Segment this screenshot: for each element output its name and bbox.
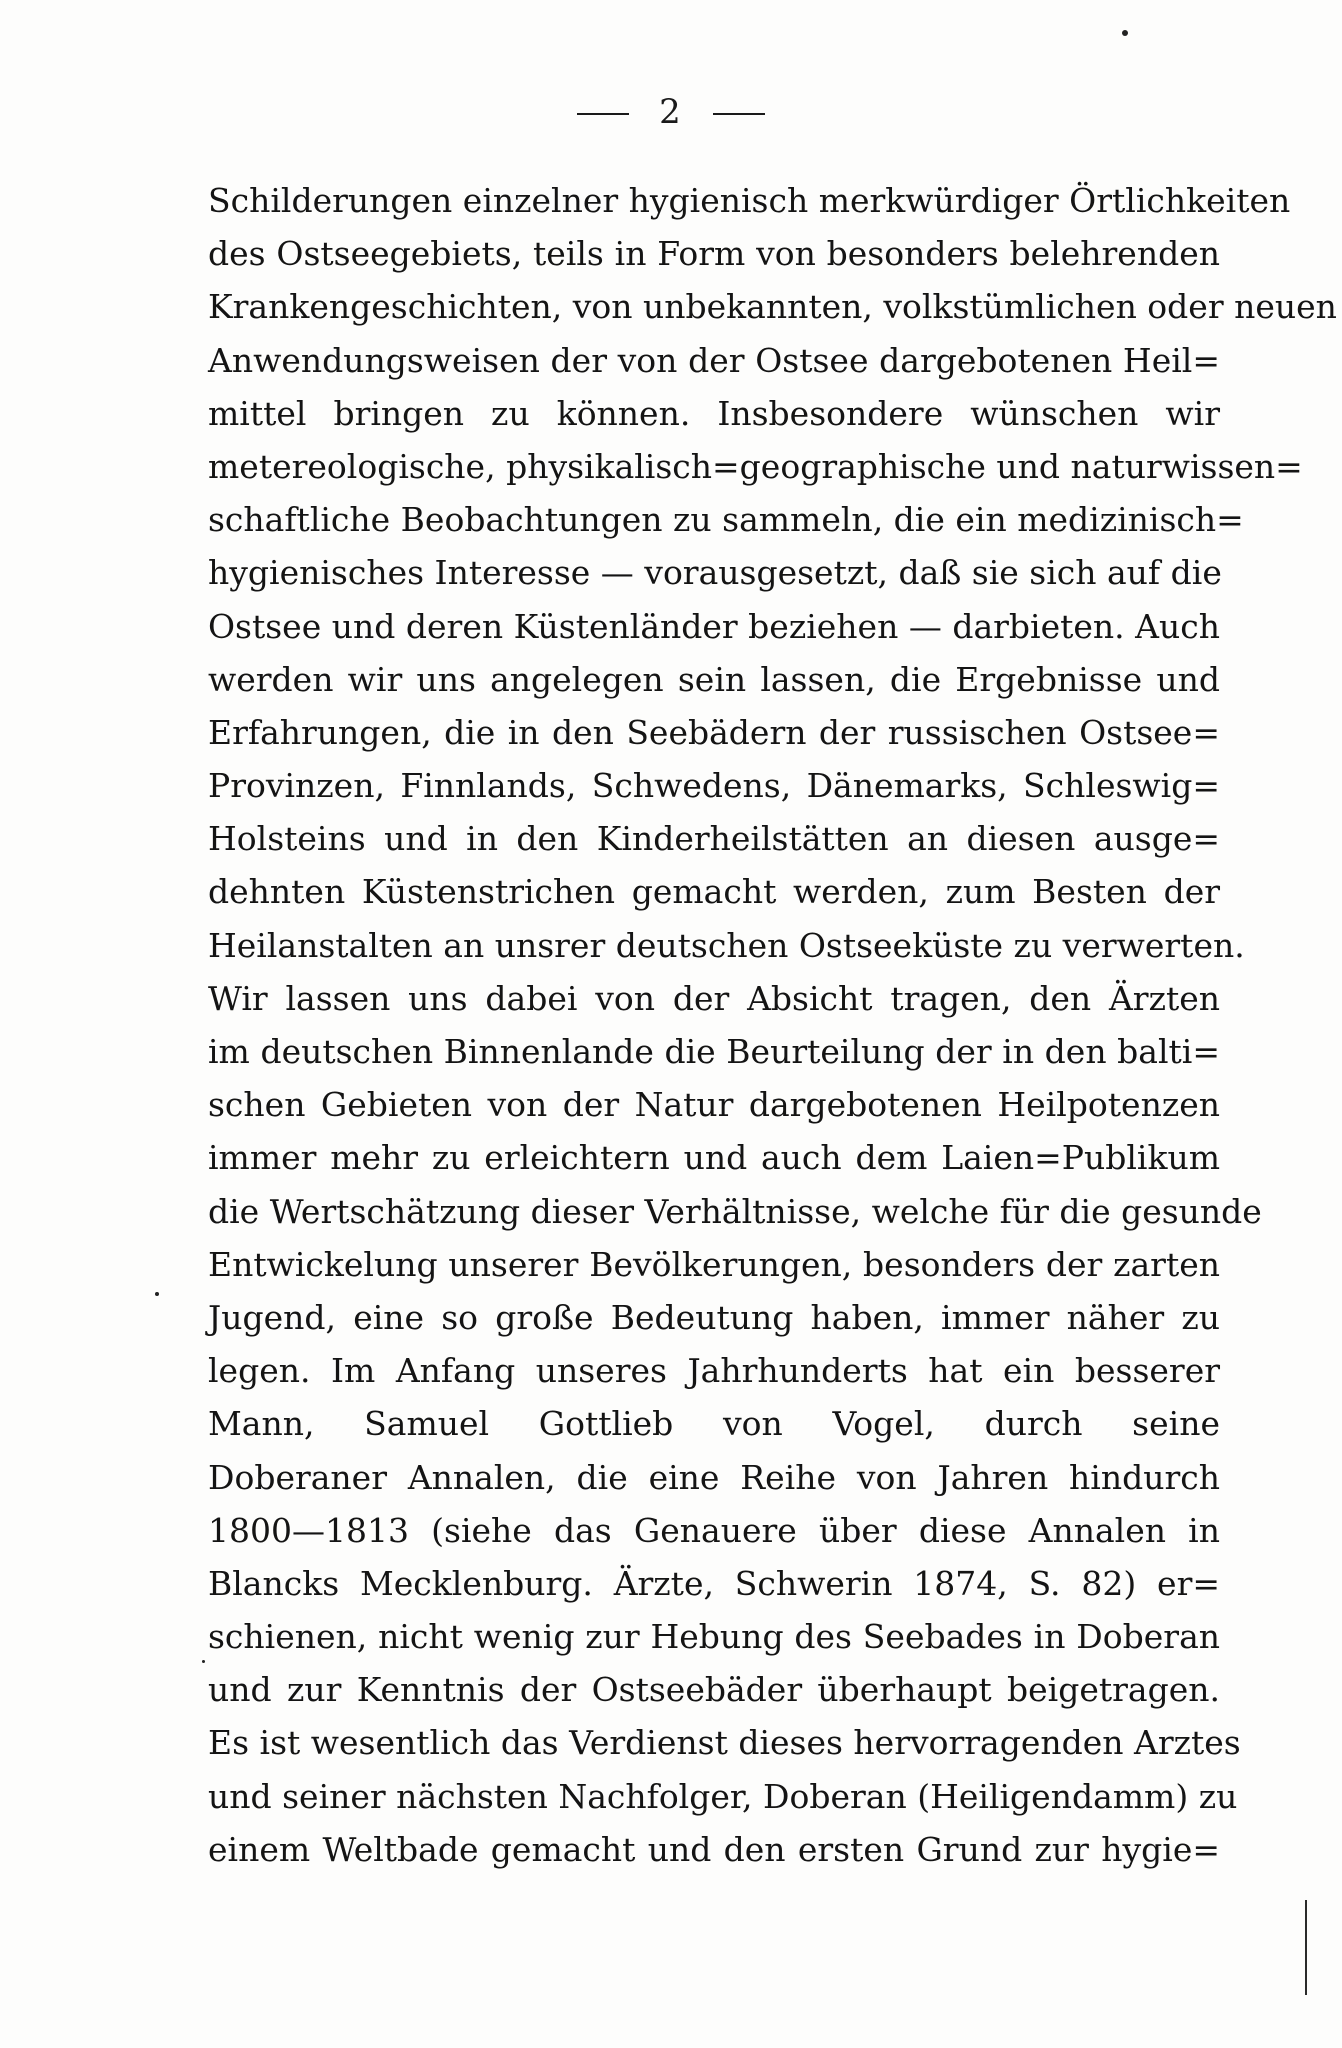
scan-edge-mark [1305, 1900, 1307, 1995]
text-line: die Wertschätzung dieser Verhältnisse, welche für die gesunde [208, 1191, 1262, 1231]
text-line: des Ostseegebiets, teils in Form von besonders belehrenden [208, 234, 1220, 274]
right-dash [713, 113, 765, 115]
text-line: Jugend, eine so große Bedeutung haben, immer näher zu [208, 1297, 1220, 1337]
text-line: Ostsee und deren Küstenländer beziehen — darbieten. Auch [208, 606, 1220, 646]
text-line: werden wir uns angelegen sein lassen, die Ergebnisse und [208, 659, 1220, 699]
text-line: Doberaner Annalen, die eine Reihe von Jahren hindurch [208, 1457, 1220, 1497]
text-line: Wir lassen uns dabei von der Absicht tragen, den Ärzten [208, 978, 1220, 1018]
ink-speck [202, 1660, 205, 1663]
text-line: dehnten Küstenstrichen gemacht werden, zum Besten der [208, 872, 1220, 912]
text-line: Anwendungsweisen der von der Ostsee dargebotenen Heil= [208, 340, 1220, 380]
text-line: Erfahrungen, die in den Seebädern der russischen Ostsee= [208, 712, 1220, 752]
text-line: mittel bringen zu können. Insbesondere wünschen wir [208, 393, 1220, 433]
page-number-header [0, 92, 1342, 132]
text-line: und zur Kenntnis der Ostseebäder überhaupt beigetragen. [208, 1670, 1220, 1710]
text-line: immer mehr zu erleichtern und auch dem Laien=Publikum [208, 1138, 1220, 1178]
body-text [208, 174, 1337, 1876]
text-line: schen Gebieten von der Natur dargebotenen Heilpotenzen [208, 1085, 1220, 1125]
text-line: Provinzen, Finnlands, Schwedens, Dänemarks, Schleswig= [208, 766, 1220, 806]
text-line: Entwickelung unserer Bevölkerungen, besonders der zarten [208, 1244, 1220, 1284]
text-line: Schilderungen einzelner hygienisch merkwürdiger Örtlichkeiten [208, 181, 1291, 220]
text-line: Holsteins und in den Kinderheilstätten an diesen ausge= [208, 819, 1220, 859]
text-line: schaftliche Beobachtungen zu sammeln, die ein medizinisch= [208, 500, 1244, 540]
text-line: und seiner nächsten Nachfolger, Doberan (Heiligendamm) zu [208, 1776, 1238, 1816]
text-line: 1800—1813 (siehe das Genauere über diese Annalen in [208, 1510, 1220, 1550]
text-line: im deutschen Binnenlande die Beurteilung der in den balti= [208, 1032, 1220, 1071]
text-line: schienen, nicht wenig zur Hebung des Seebades in Doberan [208, 1617, 1220, 1657]
text-line: Mann, Samuel Gottlieb von Vogel, durch seine [208, 1404, 1220, 1444]
text-line: metereologische, physikalisch=geographische und naturwissen= [208, 446, 1303, 486]
text-line: einem Weltbade gemacht und den ersten Grund zur hygie= [208, 1829, 1220, 1869]
text-line: Heilanstalten an unsrer deutschen Ostseeküste zu verwerten. [208, 925, 1245, 965]
text-line: Es ist wesentlich das Verdienst dieses hervorragenden Arztes [208, 1723, 1241, 1763]
text-line: legen. Im Anfang unseres Jahrhunderts hat ein besserer [208, 1351, 1220, 1391]
text-line: hygienisches Interesse — vorausgesetzt, daß sie sich auf die [208, 553, 1222, 593]
text-line: Krankengeschichten, von unbekannten, volkstümlichen oder neuen [208, 287, 1337, 327]
ink-speck [1122, 30, 1128, 36]
ink-speck [155, 1292, 159, 1296]
text-line: Blancks Mecklenburg. Ärzte, Schwerin 1874, S. 82) er= [208, 1563, 1220, 1603]
page-number: 2 [659, 92, 683, 132]
left-dash [577, 113, 629, 115]
